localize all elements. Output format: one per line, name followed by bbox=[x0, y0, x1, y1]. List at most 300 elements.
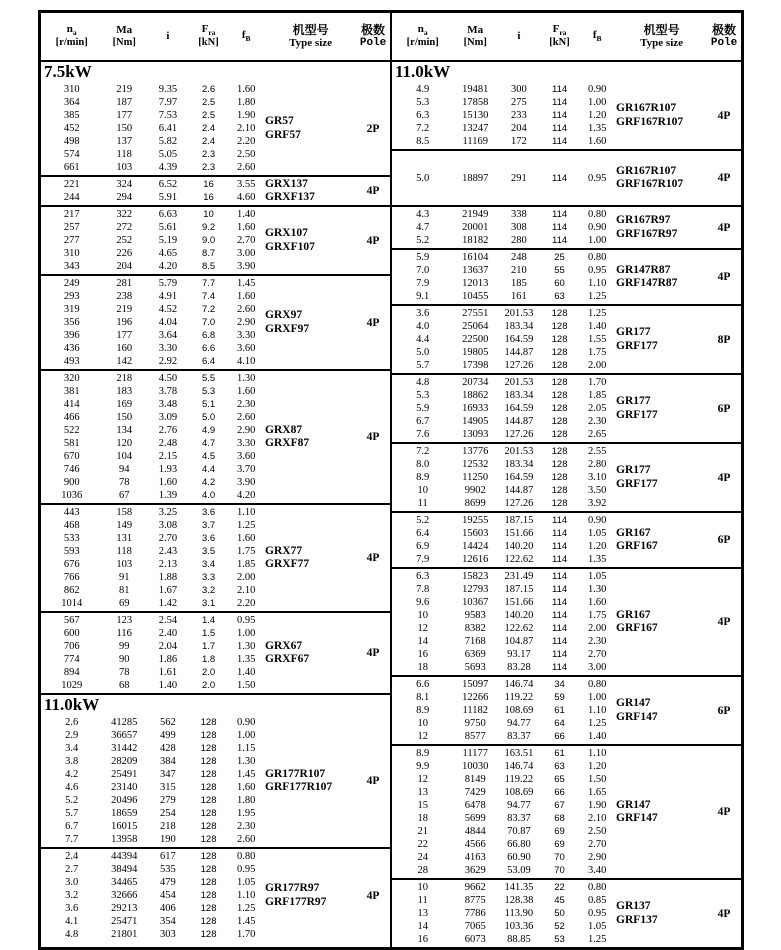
table-cell: 1.60 bbox=[237, 533, 256, 544]
table-cell: 68 bbox=[118, 680, 130, 691]
table-cell: 114 bbox=[551, 528, 568, 539]
table-cell: 4.9 bbox=[416, 84, 430, 95]
table-cell: 364 bbox=[63, 97, 80, 108]
table-cell: 120 bbox=[116, 438, 133, 449]
table-cell: 2.76 bbox=[158, 425, 178, 436]
table-cell: 12013 bbox=[462, 278, 489, 289]
table-cell: 310 bbox=[63, 84, 80, 95]
table-cell: 128 bbox=[200, 864, 217, 875]
table-cell: 3.6 bbox=[201, 533, 216, 544]
group-rows bbox=[41, 82, 265, 175]
table-cell: 5.7 bbox=[65, 808, 79, 819]
table-cell: 1.75 bbox=[588, 347, 607, 358]
pole-label: 4P bbox=[717, 109, 731, 122]
table-cell: 8775 bbox=[464, 895, 486, 906]
table-cell: 204 bbox=[511, 123, 527, 134]
model-name: GR147 bbox=[616, 798, 651, 811]
table-cell: 4566 bbox=[464, 839, 486, 850]
table-row bbox=[41, 571, 265, 584]
table-cell: 27551 bbox=[462, 308, 489, 319]
table-cell: 2.50 bbox=[588, 826, 607, 837]
motor-group bbox=[41, 715, 390, 847]
table-row bbox=[41, 545, 265, 558]
table-cell: 53.09 bbox=[507, 865, 531, 876]
table-cell: 137 bbox=[116, 136, 133, 147]
table-cell: 2.04 bbox=[158, 641, 178, 652]
table-cell: 5.91 bbox=[158, 192, 178, 203]
table-cell: 127.26 bbox=[504, 429, 534, 440]
model-name: GRX77 bbox=[265, 544, 303, 557]
table-cell: 4.91 bbox=[158, 291, 178, 302]
type-size-label bbox=[616, 306, 707, 373]
table-cell: 16 bbox=[417, 934, 428, 945]
table-cell: 2.5 bbox=[201, 97, 216, 108]
table-cell: 5.19 bbox=[158, 235, 178, 246]
table-cell: 2.4 bbox=[201, 136, 216, 147]
model-name: GRXF107 bbox=[265, 240, 315, 253]
table-cell: 150 bbox=[116, 123, 133, 134]
table-cell: 128 bbox=[551, 446, 568, 457]
table-cell: 3.2 bbox=[201, 585, 216, 596]
pole-label: 6P bbox=[717, 704, 731, 717]
table-row bbox=[392, 691, 616, 704]
table-row bbox=[41, 558, 265, 571]
model-name: GRXF97 bbox=[265, 322, 310, 335]
table-row bbox=[41, 889, 265, 902]
table-cell: 1.15 bbox=[237, 743, 256, 754]
table-cell: 69 bbox=[118, 598, 130, 609]
table-cell: 44394 bbox=[111, 851, 138, 862]
table-cell: 128 bbox=[200, 821, 217, 832]
table-cell: 3.78 bbox=[158, 386, 178, 397]
table-cell: 164.59 bbox=[504, 403, 534, 414]
table-row bbox=[392, 96, 616, 109]
col-header-ratio: i bbox=[166, 29, 170, 42]
pole-label: 4P bbox=[717, 271, 731, 283]
table-row bbox=[41, 277, 265, 290]
table-cell: 25491 bbox=[111, 769, 138, 780]
table-row bbox=[392, 109, 616, 122]
table-cell: 3.2 bbox=[65, 890, 79, 901]
table-cell: 141.35 bbox=[504, 882, 534, 893]
table-cell: 4.60 bbox=[237, 192, 256, 203]
table-row bbox=[41, 148, 265, 161]
table-cell: 177 bbox=[116, 330, 133, 341]
table-cell: 2.30 bbox=[588, 416, 607, 427]
table-cell: 7168 bbox=[464, 636, 486, 647]
table-row bbox=[41, 729, 265, 742]
table-cell: 1.10 bbox=[588, 278, 607, 289]
table-cell: 14 bbox=[417, 921, 428, 932]
type-size-label bbox=[616, 444, 707, 511]
table-cell: 36657 bbox=[111, 730, 138, 741]
table-cell: 11 bbox=[417, 498, 428, 509]
table-cell: 1.90 bbox=[588, 800, 607, 811]
table-cell: 1.85 bbox=[588, 390, 607, 401]
table-cell: 9662 bbox=[464, 882, 486, 893]
table-cell: 1.30 bbox=[237, 641, 256, 652]
table-cell: 5.2 bbox=[416, 235, 430, 246]
table-cell: 11169 bbox=[462, 136, 488, 147]
table-cell: 108.69 bbox=[504, 705, 534, 716]
table-cell: 7.2 bbox=[201, 304, 216, 315]
table-row bbox=[392, 389, 616, 402]
table-cell: 468 bbox=[63, 520, 80, 531]
table-cell: 3.0 bbox=[65, 877, 79, 888]
table-cell: 406 bbox=[160, 903, 176, 914]
table-row bbox=[41, 506, 265, 519]
table-cell: 7429 bbox=[464, 787, 486, 798]
table-cell: 5.79 bbox=[158, 278, 178, 289]
motor-group bbox=[392, 82, 741, 149]
table-cell: 7.53 bbox=[158, 110, 178, 121]
table-cell: 535 bbox=[160, 864, 176, 875]
table-row bbox=[41, 532, 265, 545]
table-cell: 338 bbox=[511, 209, 527, 220]
table-cell: 2.0 bbox=[201, 680, 216, 691]
table-cell: 13093 bbox=[462, 429, 489, 440]
table-cell: 22500 bbox=[462, 334, 489, 345]
table-cell: 5.61 bbox=[158, 222, 178, 233]
table-cell: 0.85 bbox=[588, 895, 607, 906]
table-cell: 15130 bbox=[462, 110, 489, 121]
group-rows bbox=[392, 569, 616, 675]
table-cell: 16933 bbox=[462, 403, 489, 414]
table-cell: 428 bbox=[160, 743, 176, 754]
table-cell: 522 bbox=[63, 425, 80, 436]
power-section-heading: 11.0kW bbox=[395, 62, 451, 81]
table-cell: 1.25 bbox=[588, 934, 607, 945]
table-cell: 6369 bbox=[464, 649, 486, 660]
table-row bbox=[41, 768, 265, 781]
group-rows bbox=[41, 849, 265, 942]
model-name: GRF57 bbox=[265, 128, 301, 141]
table-cell: 2.43 bbox=[158, 546, 178, 557]
table-cell: 114 bbox=[551, 110, 568, 121]
col-header-type-size: 机型号 Type size bbox=[289, 22, 333, 50]
table-cell: 5.3 bbox=[416, 390, 430, 401]
table-cell: 1.60 bbox=[588, 597, 607, 608]
type-size-label bbox=[265, 207, 356, 274]
table-cell: 3.09 bbox=[158, 412, 178, 423]
table-cell: 113.90 bbox=[504, 908, 534, 919]
table-cell: 706 bbox=[63, 641, 80, 652]
table-cell: 4.52 bbox=[158, 304, 178, 315]
motor-group bbox=[392, 442, 741, 511]
table-cell: 23140 bbox=[111, 782, 138, 793]
table-cell: 4.1 bbox=[65, 916, 79, 927]
table-cell: 396 bbox=[63, 330, 80, 341]
table-cell: 2.4 bbox=[201, 123, 216, 134]
table-row bbox=[41, 122, 265, 135]
table-cell: 9.6 bbox=[416, 597, 430, 608]
table-cell: 16104 bbox=[462, 252, 489, 263]
table-cell: 4.4 bbox=[201, 464, 216, 475]
table-cell: 66 bbox=[554, 787, 565, 798]
table-cell: 128 bbox=[551, 485, 568, 496]
table-cell: 11 bbox=[417, 895, 428, 906]
table-cell: 8.5 bbox=[416, 136, 430, 147]
pole-label: 6P bbox=[717, 402, 731, 415]
motor-group bbox=[392, 248, 741, 304]
table-cell: 128 bbox=[551, 308, 568, 319]
table-row bbox=[392, 540, 616, 553]
table-cell: 108.69 bbox=[504, 787, 534, 798]
table-cell: 94 bbox=[118, 464, 130, 475]
table-cell: 272 bbox=[116, 222, 133, 233]
table-row bbox=[392, 812, 616, 825]
table-cell: 7786 bbox=[464, 908, 486, 919]
table-cell: 7.4 bbox=[201, 291, 216, 302]
model-name: GR147R87 bbox=[616, 263, 671, 276]
table-cell: 1.61 bbox=[158, 667, 178, 678]
table-row bbox=[41, 303, 265, 316]
table-cell: 2.48 bbox=[158, 438, 178, 449]
table-cell: 103.36 bbox=[504, 921, 534, 932]
table-cell: 3.4 bbox=[201, 559, 216, 570]
table-cell: 20734 bbox=[462, 377, 489, 388]
table-cell: 252 bbox=[116, 235, 133, 246]
model-name: GRF147 bbox=[616, 710, 658, 723]
table-row bbox=[41, 519, 265, 532]
table-cell: 9583 bbox=[464, 610, 486, 621]
table-cell: 128 bbox=[200, 743, 217, 754]
table-row bbox=[41, 372, 265, 385]
table-cell: 128 bbox=[200, 782, 217, 793]
table-cell: 12793 bbox=[462, 584, 489, 595]
table-cell: 1.60 bbox=[237, 291, 256, 302]
table-cell: 93.17 bbox=[507, 649, 531, 660]
table-cell: 3.50 bbox=[588, 485, 607, 496]
group-rows bbox=[392, 207, 616, 248]
motor-group bbox=[41, 205, 390, 274]
table-cell: 3.6 bbox=[416, 308, 430, 319]
table-cell: 114 bbox=[551, 172, 568, 184]
pole-label: 4P bbox=[366, 775, 380, 787]
table-row bbox=[41, 424, 265, 437]
table-cell: 128 bbox=[551, 498, 568, 509]
table-cell: 2.9 bbox=[65, 730, 79, 741]
col-header-service-factor: $f_B$ bbox=[592, 29, 602, 44]
table-cell: 600 bbox=[63, 628, 80, 639]
table-cell: 279 bbox=[160, 795, 176, 806]
model-name: GRF177 bbox=[616, 339, 658, 352]
type-size-label bbox=[265, 276, 356, 369]
table-cell: 67 bbox=[118, 490, 130, 501]
table-cell: 2.30 bbox=[237, 399, 256, 410]
table-cell: 114 bbox=[551, 235, 568, 246]
table-cell: 119.22 bbox=[504, 774, 534, 785]
table-cell: 183.34 bbox=[504, 459, 534, 470]
pole-label: 4P bbox=[366, 552, 380, 564]
pole-label: 4P bbox=[366, 316, 380, 329]
group-rows bbox=[392, 250, 616, 304]
table-cell: 41285 bbox=[111, 717, 138, 728]
table-cell: 4.39 bbox=[158, 162, 178, 173]
table-cell: 5.82 bbox=[158, 136, 178, 147]
table-cell: 15097 bbox=[462, 679, 489, 690]
table-cell: 254 bbox=[160, 808, 176, 819]
motor-group bbox=[392, 675, 741, 744]
table-cell: 128 bbox=[551, 390, 568, 401]
table-cell: 1.25 bbox=[237, 520, 256, 531]
table-cell: 0.80 bbox=[237, 851, 256, 862]
table-row bbox=[41, 876, 265, 889]
table-cell: 0.95 bbox=[588, 265, 607, 276]
table-cell: 1.88 bbox=[158, 572, 178, 583]
table-cell: 281 bbox=[116, 278, 133, 289]
table-cell: 4.8 bbox=[65, 929, 79, 940]
col-header-torque: Ma [Nm] bbox=[463, 23, 487, 48]
table-cell: 2.6 bbox=[201, 84, 216, 95]
pole-label: 4P bbox=[717, 616, 731, 628]
table-cell: 144.87 bbox=[504, 347, 534, 358]
table-cell: 18 bbox=[417, 813, 428, 824]
table-cell: 774 bbox=[63, 654, 80, 665]
table-row bbox=[392, 376, 616, 389]
table-row bbox=[392, 635, 616, 648]
table-cell: 293 bbox=[63, 291, 80, 302]
model-name: GR167 bbox=[616, 526, 651, 539]
table-cell: 249 bbox=[63, 278, 80, 289]
table-cell: 4.7 bbox=[201, 438, 216, 449]
table-row bbox=[41, 247, 265, 260]
table-row bbox=[41, 755, 265, 768]
table-cell: 114 bbox=[551, 209, 568, 220]
table-cell: 4.0 bbox=[201, 490, 216, 501]
table-row bbox=[392, 773, 616, 786]
table-row bbox=[41, 742, 265, 755]
table-cell: 1.86 bbox=[158, 654, 178, 665]
table-cell: 88.85 bbox=[507, 934, 531, 945]
type-size-label bbox=[265, 82, 356, 175]
table-cell: 661 bbox=[63, 162, 80, 173]
table-row bbox=[392, 514, 616, 527]
table-cell: 1.70 bbox=[237, 929, 256, 940]
table-cell: 2.90 bbox=[237, 425, 256, 436]
table-cell: 12532 bbox=[462, 459, 489, 470]
table-cell: 8.1 bbox=[416, 692, 430, 703]
table-cell: 114 bbox=[551, 84, 568, 95]
table-cell: 6.4 bbox=[416, 528, 430, 539]
table-cell: 4.50 bbox=[158, 373, 178, 384]
table-row bbox=[41, 260, 265, 273]
group-rows bbox=[392, 82, 616, 149]
type-size-label bbox=[265, 715, 356, 847]
table-cell: 1.55 bbox=[588, 334, 607, 345]
table-row bbox=[41, 863, 265, 876]
table-cell: 2.10 bbox=[237, 123, 256, 134]
table-cell: 3.48 bbox=[158, 399, 178, 410]
table-cell: 356 bbox=[63, 317, 80, 328]
table-cell: 60 bbox=[554, 278, 565, 289]
table-row bbox=[41, 614, 265, 627]
table-cell: 3.30 bbox=[158, 343, 178, 354]
model-name: GR177R97 bbox=[265, 882, 320, 894]
table-cell: 103 bbox=[116, 162, 133, 173]
table-cell: 1.00 bbox=[588, 692, 607, 703]
table-cell: 25471 bbox=[111, 916, 138, 927]
table-cell: 248 bbox=[511, 252, 527, 263]
type-size-label bbox=[616, 880, 707, 947]
table-cell: 83.37 bbox=[507, 813, 531, 824]
table-cell: 1.00 bbox=[237, 730, 256, 741]
table-cell: 29213 bbox=[111, 903, 138, 914]
col-header-radial-force: $F_{ra}$ [kN] bbox=[198, 23, 219, 49]
table-cell: 0.80 bbox=[588, 252, 607, 263]
table-cell: 17858 bbox=[462, 97, 489, 108]
table-cell: 128 bbox=[551, 459, 568, 470]
motor-group bbox=[392, 744, 741, 878]
table-cell: 5.9 bbox=[416, 252, 430, 263]
table-row bbox=[41, 915, 265, 928]
table-row bbox=[41, 342, 265, 355]
table-cell: 12 bbox=[417, 731, 428, 742]
table-cell: 3.6 bbox=[65, 903, 79, 914]
col-header-pole: 极数 Pole bbox=[710, 22, 738, 50]
table-cell: 414 bbox=[63, 399, 80, 410]
table-cell: 3.1 bbox=[201, 598, 216, 609]
table-row bbox=[392, 359, 616, 372]
table-cell: 3.25 bbox=[158, 507, 178, 518]
table-cell: 7.0 bbox=[201, 317, 216, 328]
table-cell: 28209 bbox=[111, 756, 138, 767]
table-row bbox=[392, 622, 616, 635]
type-size-label bbox=[616, 569, 707, 675]
table-cell: 1.45 bbox=[237, 769, 256, 780]
table-cell: 2.00 bbox=[588, 360, 607, 371]
table-cell: 10 bbox=[417, 882, 428, 893]
table-cell: 19481 bbox=[462, 84, 489, 95]
table-row bbox=[392, 333, 616, 346]
table-cell: 2.30 bbox=[588, 636, 607, 647]
table-cell: 61 bbox=[554, 748, 565, 759]
motor-group bbox=[392, 373, 741, 442]
table-cell: 66.80 bbox=[507, 839, 531, 850]
table-cell: 65 bbox=[554, 774, 565, 785]
table-cell: 114 bbox=[551, 541, 568, 552]
table-cell: 187.15 bbox=[504, 515, 534, 526]
table-cell: 128 bbox=[200, 769, 217, 780]
table-cell: 562 bbox=[160, 717, 176, 728]
table-cell: 7.7 bbox=[65, 834, 79, 845]
table-cell: 122.62 bbox=[504, 554, 534, 565]
table-cell: 201.53 bbox=[504, 446, 534, 457]
model-name: GR167R97 bbox=[616, 214, 671, 226]
table-cell: 114 bbox=[551, 97, 568, 108]
table-row bbox=[392, 208, 616, 221]
table-row bbox=[41, 781, 265, 794]
table-row bbox=[392, 730, 616, 743]
table-cell: 196 bbox=[116, 317, 133, 328]
table-row bbox=[392, 596, 616, 609]
table-cell: 2.00 bbox=[588, 623, 607, 634]
type-size-label bbox=[616, 677, 707, 744]
table-cell: 12266 bbox=[462, 692, 489, 703]
table-cell: 128 bbox=[551, 403, 568, 414]
table-row bbox=[41, 208, 265, 221]
table-cell: 8.9 bbox=[416, 472, 430, 483]
table-cell: 2.60 bbox=[237, 304, 256, 315]
table-cell: 1.70 bbox=[588, 377, 607, 388]
table-cell: 319 bbox=[63, 304, 80, 315]
table-cell: 5.7 bbox=[416, 360, 430, 371]
model-name: GRX137 bbox=[265, 177, 308, 190]
table-cell: 3.5 bbox=[201, 546, 216, 557]
table-cell: 22 bbox=[554, 882, 565, 893]
table-cell: 1.67 bbox=[158, 585, 178, 596]
table-cell: 187.15 bbox=[504, 584, 534, 595]
